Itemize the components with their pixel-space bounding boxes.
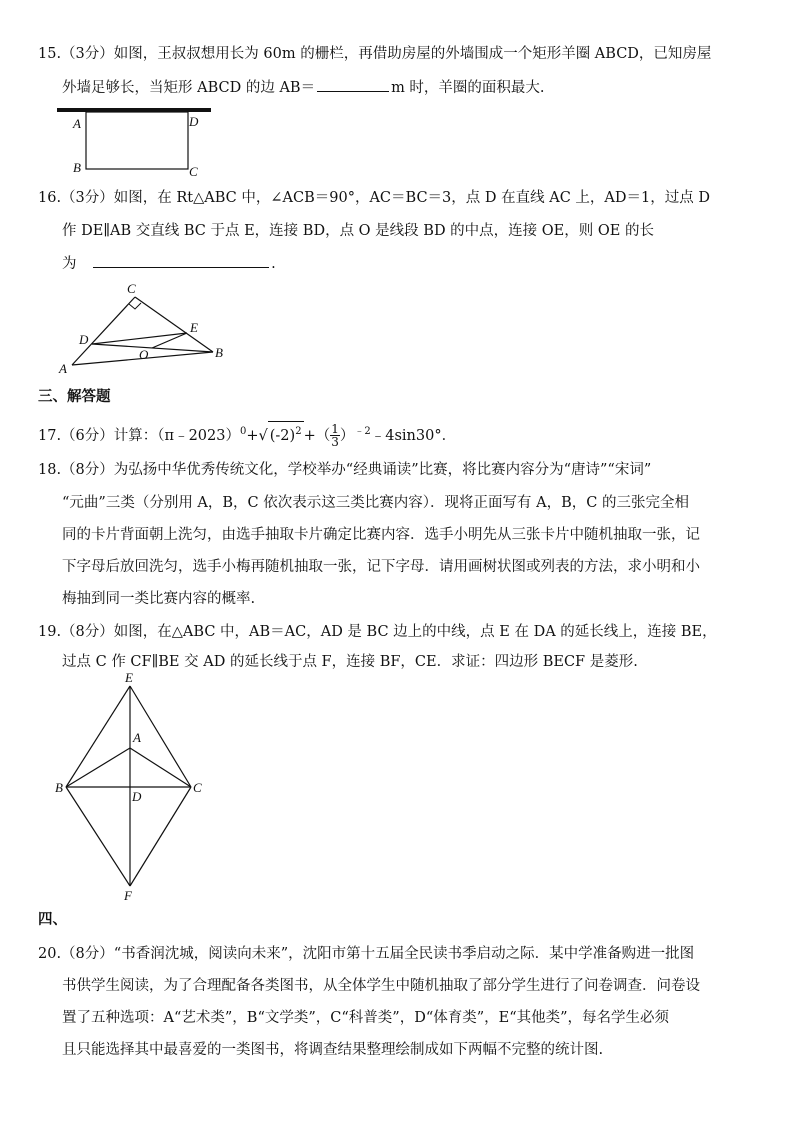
q17-text-a: 17.（6分）计算：（π﹣2023） (38, 427, 240, 444)
q16-answer-blank[interactable] (93, 253, 269, 268)
q20-line-2: 书供学生阅读，为了合理配备各类图书，从全体学生中随机抽取了部分学生进行了问卷调查．问卷设 (62, 978, 700, 994)
q17-rad-sup: 2 (295, 426, 302, 437)
segment-ac (130, 748, 191, 787)
q20-line-1: 20.（8分）“书香润沈城，阅读向未来”，沈阳市第十五届全民读书季启动之际．某中学准备购进一批图 (38, 946, 695, 962)
label-a: A (133, 730, 141, 745)
segment-ca (72, 297, 135, 365)
label-o: O (139, 347, 149, 362)
q16-line-1: 16.（3分）如图，在 Rt△ABC 中，∠ACB＝90°，AC＝BC＝3，点 D 在直线 AC 上，AD＝1，过点 D (38, 190, 710, 206)
label-a: A (73, 116, 81, 131)
label-b: B (55, 780, 63, 795)
q17-plus-2: +（ (303, 427, 331, 444)
q16-line-3 (62, 253, 276, 274)
label-d: D (189, 114, 199, 129)
q16-line-2: 作 DE∥AB 交直线 BC 于点 E，连接 BD，点 O 是线段 BD 的中点，连接 OE，则 OE 的长 (62, 223, 654, 239)
q17-sup-2: ﹣2 (354, 426, 371, 437)
label-d: D (79, 332, 89, 347)
sqrt-sign: √ (258, 427, 268, 444)
q17-line (38, 421, 456, 448)
q17-frac-den: 3 (331, 435, 339, 450)
segment-bf (66, 787, 130, 886)
q18-line-3: 同的卡片背面朝上洗匀，由选手抽取卡片确定比赛内容．选手小明先从三张卡片中随机抽取一张，记 (62, 527, 700, 543)
segment-ab (66, 748, 130, 787)
q17-radicand (268, 421, 304, 446)
q17-frac-num: 1 (331, 422, 339, 437)
label-c: C (189, 164, 198, 179)
label-c: C (127, 281, 136, 296)
segment-cb (135, 297, 213, 352)
label-e: E (125, 670, 133, 685)
q15-text-b: m 时，羊圈的面积最大. (391, 80, 545, 96)
q20-line-4: 且只能选择其中最喜爱的一类图书，将调查结果整理绘制成如下两幅不完整的统计图. (62, 1042, 604, 1058)
q17-close: ） (339, 427, 355, 444)
q15-answer-blank[interactable] (317, 77, 389, 92)
q16-figure (55, 282, 235, 378)
q18-line-4: 下字母后放回洗匀，选手小梅再随机抽取一张，记下字母．请用画树状图或列表的方法，求小明和小 (62, 559, 700, 575)
rectangle-abcd (86, 112, 188, 169)
q17-tail: ﹣4sin30°． (370, 427, 457, 444)
q15-text-a: 外墙足够长，当矩形 ABCD 的边 AB＝ (62, 80, 316, 96)
label-a: A (59, 361, 67, 376)
label-c: C (193, 780, 202, 795)
q18-line-5: 梅抽到同一类比赛内容的概率. (62, 591, 256, 607)
q15-figure (55, 106, 215, 179)
q15-line-1: 15.（3分）如图，王叔叔想用长为 60m 的栅栏，再借助房屋的外墙围成一个矩形羊圈 ABCD，已知房屋 (38, 46, 712, 62)
right-angle-mark (129, 303, 141, 309)
q19-figure (52, 670, 212, 905)
label-f: F (124, 888, 132, 903)
section-three-heading: 三、解答题 (38, 389, 111, 405)
q18-line-2: “元曲”三类（分别用 A，B，C 依次表示这三类比赛内容）．现将正面写有 A，B，C 的三张完全相 (62, 495, 689, 511)
label-b: B (73, 160, 81, 175)
q17-rad-base: (-2) (269, 427, 296, 444)
q19-line-2: 过点 C 作 CF∥BE 交 AD 的延长线于点 F，连接 BF，CE．求证：四边形 BECF 是菱形. (62, 654, 638, 670)
section-four-heading: 四、 (38, 912, 67, 928)
q18-line-1: 18.（8分）为弘扬中华优秀传统文化，学校举办“经典诵读”比赛，将比赛内容分为“唐诗”“宋词” (38, 462, 652, 478)
q15-line-2 (62, 77, 545, 98)
label-d: D (132, 789, 142, 804)
q17-plus-1: + (246, 427, 259, 444)
q19-line-1: 19.（8分）如图，在△ABC 中，AB＝AC，AD 是 BC 边上的中线，点 E 在 DA 的延长线上，连接 BE， (38, 624, 717, 640)
q17-fraction (330, 423, 340, 448)
q16-text-a: 为 (62, 256, 77, 272)
q16-text-b: . (271, 256, 276, 272)
q20-line-3: 置了五种选项：A“艺术类”，B“文学类”，C“科普类”，D“体育类”，E“其他类”，每名学生必须 (62, 1010, 670, 1026)
label-e: E (190, 320, 198, 335)
q17-sup-0: 0 (239, 426, 247, 437)
label-b: B (215, 345, 223, 360)
segment-eb (66, 686, 130, 787)
